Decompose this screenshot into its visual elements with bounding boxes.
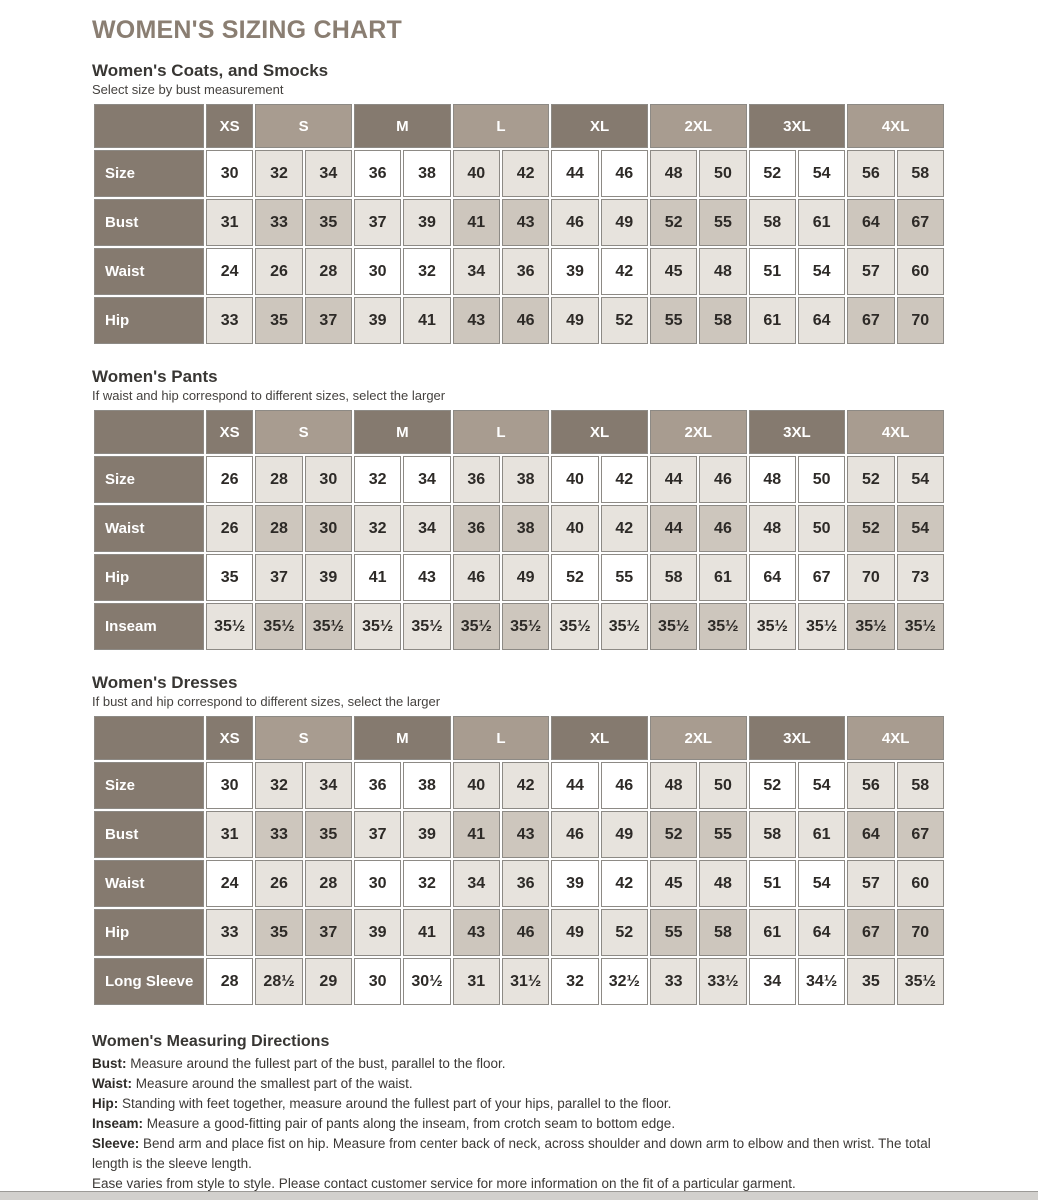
value-cell: 52 [847,505,894,552]
directions-list [92,1054,946,1194]
value-cell: 26 [206,505,253,552]
value-cell: 33 [650,958,697,1005]
value-cell: 35½ [897,603,944,650]
value-cell: 58 [897,762,944,809]
size-group-header-xl: XL [551,410,648,454]
value-cell: 34 [453,860,500,907]
row-label: Hip [94,554,204,601]
value-cell: 35½ [255,603,302,650]
value-cell: 46 [502,909,549,956]
value-cell: 44 [650,456,697,503]
row-label: Bust [94,199,204,246]
row-label: Inseam [94,603,204,650]
value-cell: 35 [255,909,302,956]
value-cell: 55 [699,199,746,246]
row-label: Bust [94,811,204,858]
row-label: Long Sleeve [94,958,204,1005]
value-cell: 50 [699,150,746,197]
table-row-size [94,762,944,809]
direction-term: Hip: [92,1096,122,1111]
value-cell: 35½ [502,603,549,650]
value-cell: 39 [403,811,450,858]
value-cell: 43 [502,811,549,858]
section-caption-coats-smocks: Select size by bust measurement [92,82,284,97]
value-cell: 67 [847,909,894,956]
value-cell: 36 [354,150,401,197]
corner-cell [94,716,204,760]
value-cell: 51 [749,248,796,295]
value-cell: 35½ [305,603,352,650]
table-section-pants [92,367,946,652]
value-cell: 55 [699,811,746,858]
value-cell: 26 [255,248,302,295]
value-cell: 42 [601,456,648,503]
size-group-header-l: L [453,410,550,454]
value-cell: 28 [305,248,352,295]
value-cell: 33½ [699,958,746,1005]
size-group-header-xs: XS [206,104,253,148]
value-cell: 58 [699,297,746,344]
value-cell: 57 [847,248,894,295]
value-cell: 39 [305,554,352,601]
sizing-table-dresses [92,714,946,1007]
value-cell: 35½ [699,603,746,650]
value-cell: 48 [749,505,796,552]
size-group-header-xs: XS [206,716,253,760]
value-cell: 35½ [354,603,401,650]
value-cell: 35½ [798,603,845,650]
value-cell: 26 [255,860,302,907]
table-row-waist [94,860,944,907]
sizing-table-pants [92,408,946,652]
value-cell: 43 [403,554,450,601]
value-cell: 31 [206,199,253,246]
sizing-table-coats-smocks [92,102,946,346]
value-cell: 64 [749,554,796,601]
value-cell: 31 [206,811,253,858]
value-cell: 42 [601,248,648,295]
value-cell: 36 [354,762,401,809]
table-row-inseam [94,603,944,650]
table-row-bust [94,199,944,246]
direction-text: Standing with feet together, measure around the fullest part of your hips, parallel to the floor. [122,1096,672,1111]
value-cell: 30 [206,150,253,197]
table-section-coats-smocks [92,61,946,346]
value-cell: 42 [601,505,648,552]
value-cell: 52 [650,199,697,246]
value-cell: 44 [650,505,697,552]
value-cell: 32 [354,505,401,552]
value-cell: 70 [897,909,944,956]
value-cell: 32½ [601,958,648,1005]
size-group-header-s: S [255,716,352,760]
size-group-header-s: S [255,410,352,454]
value-cell: 30½ [403,958,450,1005]
value-cell: 67 [798,554,845,601]
section-heading-pants: Women's Pants [92,367,218,386]
value-cell: 40 [551,505,598,552]
value-cell: 46 [699,456,746,503]
value-cell: 50 [699,762,746,809]
value-cell: 35 [206,554,253,601]
horizontal-scrollbar[interactable] [0,1191,1038,1200]
value-cell: 39 [354,909,401,956]
value-cell: 44 [551,150,598,197]
value-cell: 38 [502,456,549,503]
value-cell: 24 [206,248,253,295]
value-cell: 39 [354,297,401,344]
value-cell: 35 [847,958,894,1005]
value-cell: 35 [305,811,352,858]
value-cell: 55 [650,297,697,344]
value-cell: 50 [798,505,845,552]
value-cell: 48 [650,762,697,809]
table-row-hip [94,554,944,601]
value-cell: 36 [502,860,549,907]
value-cell: 31 [453,958,500,1005]
value-cell: 64 [798,297,845,344]
value-cell: 52 [749,762,796,809]
value-cell: 52 [847,456,894,503]
size-group-header-m: M [354,716,451,760]
value-cell: 52 [650,811,697,858]
section-heading-dresses: Women's Dresses [92,673,238,692]
size-group-header-xl: XL [551,716,648,760]
value-cell: 56 [847,762,894,809]
value-cell: 26 [206,456,253,503]
value-cell: 35½ [650,603,697,650]
table-row-long-sleeve [94,958,944,1005]
table-row-waist [94,505,944,552]
value-cell: 58 [650,554,697,601]
size-group-header-m: M [354,104,451,148]
corner-cell [94,410,204,454]
value-cell: 51 [749,860,796,907]
size-group-header-row [94,410,944,454]
direction-line-inseam [92,1114,946,1134]
value-cell: 35½ [897,958,944,1005]
value-cell: 49 [551,909,598,956]
value-cell: 58 [749,199,796,246]
size-group-header-m: M [354,410,451,454]
size-group-header-2xl: 2XL [650,104,747,148]
size-group-header-l: L [453,716,550,760]
size-group-header-l: L [453,104,550,148]
value-cell: 64 [847,811,894,858]
direction-text: Bend arm and place fist on hip. Measure from center back of neck, across shoulder and down arm to elbow and then wrist. The total length is the sleeve length. [92,1136,931,1171]
value-cell: 40 [453,150,500,197]
value-cell: 54 [798,860,845,907]
value-cell: 43 [453,297,500,344]
value-cell: 58 [699,909,746,956]
value-cell: 43 [453,909,500,956]
value-cell: 40 [551,456,598,503]
value-cell: 46 [601,150,648,197]
size-group-header-4xl: 4XL [847,716,944,760]
value-cell: 54 [798,150,845,197]
value-cell: 32 [551,958,598,1005]
value-cell: 37 [255,554,302,601]
value-cell: 35 [255,297,302,344]
row-label: Size [94,762,204,809]
value-cell: 54 [798,762,845,809]
value-cell: 49 [502,554,549,601]
size-group-header-xs: XS [206,410,253,454]
row-label: Waist [94,248,204,295]
value-cell: 28 [255,505,302,552]
size-group-header-3xl: 3XL [749,104,846,148]
row-label: Hip [94,297,204,344]
value-cell: 60 [897,860,944,907]
direction-text: Measure a good-fitting pair of pants along the inseam, from crotch seam to bottom edge. [146,1116,676,1131]
value-cell: 29 [305,958,352,1005]
value-cell: 41 [453,199,500,246]
value-cell: 43 [502,199,549,246]
row-label: Hip [94,909,204,956]
value-cell: 34 [403,505,450,552]
row-label: Size [94,456,204,503]
size-group-header-s: S [255,104,352,148]
value-cell: 57 [847,860,894,907]
value-cell: 36 [502,248,549,295]
table-row-bust [94,811,944,858]
value-cell: 61 [699,554,746,601]
table-row-hip [94,909,944,956]
value-cell: 35½ [403,603,450,650]
value-cell: 30 [206,762,253,809]
value-cell: 46 [551,199,598,246]
value-cell: 34 [453,248,500,295]
value-cell: 48 [749,456,796,503]
value-cell: 56 [847,150,894,197]
value-cell: 34 [403,456,450,503]
value-cell: 46 [453,554,500,601]
table-row-size [94,456,944,503]
value-cell: 54 [798,248,845,295]
row-label: Size [94,150,204,197]
value-cell: 55 [650,909,697,956]
value-cell: 24 [206,860,253,907]
value-cell: 70 [897,297,944,344]
size-group-header-xl: XL [551,104,648,148]
section-caption-pants: If waist and hip correspond to different sizes, select the larger [92,388,446,403]
value-cell: 41 [354,554,401,601]
value-cell: 32 [255,762,302,809]
page-title: WOMEN'S SIZING CHART [92,16,402,44]
value-cell: 28½ [255,958,302,1005]
value-cell: 38 [502,505,549,552]
size-group-header-3xl: 3XL [749,716,846,760]
value-cell: 35½ [206,603,253,650]
value-cell: 61 [749,297,796,344]
size-group-header-3xl: 3XL [749,410,846,454]
value-cell: 35½ [453,603,500,650]
value-cell: 42 [502,150,549,197]
direction-line-sleeve [92,1134,946,1174]
value-cell: 46 [551,811,598,858]
value-cell: 34 [749,958,796,1005]
size-group-header-2xl: 2XL [650,410,747,454]
value-cell: 38 [403,762,450,809]
direction-text: Measure around the fullest part of the bust, parallel to the floor. [130,1056,506,1071]
value-cell: 50 [798,456,845,503]
table-row-size [94,150,944,197]
value-cell: 30 [305,505,352,552]
size-group-header-row [94,716,944,760]
directions-footnote: Ease varies from style to style. Please contact customer service for more information on the fit of a particular garment. [92,1176,796,1191]
value-cell: 32 [403,248,450,295]
value-cell: 30 [354,248,401,295]
value-cell: 67 [897,811,944,858]
value-cell: 45 [650,248,697,295]
value-cell: 33 [206,297,253,344]
value-cell: 32 [255,150,302,197]
value-cell: 41 [453,811,500,858]
value-cell: 48 [650,150,697,197]
value-cell: 38 [403,150,450,197]
value-cell: 52 [601,909,648,956]
direction-term: Bust: [92,1056,131,1071]
value-cell: 48 [699,860,746,907]
size-group-header-row [94,104,944,148]
measuring-directions-section [92,1033,946,1194]
value-cell: 33 [206,909,253,956]
value-cell: 35½ [847,603,894,650]
directions-heading: Women's Measuring Directions [92,1033,330,1050]
value-cell: 41 [403,909,450,956]
value-cell: 52 [601,297,648,344]
section-heading-coats-smocks: Women's Coats, and Smocks [92,61,329,80]
value-cell: 49 [601,811,648,858]
value-cell: 35½ [551,603,598,650]
value-cell: 32 [354,456,401,503]
table-row-waist [94,248,944,295]
value-cell: 64 [847,199,894,246]
value-cell: 64 [798,909,845,956]
direction-line-bust [92,1054,946,1074]
value-cell: 36 [453,456,500,503]
value-cell: 61 [749,909,796,956]
value-cell: 54 [897,456,944,503]
value-cell: 32 [403,860,450,907]
size-group-header-4xl: 4XL [847,104,944,148]
value-cell: 49 [601,199,648,246]
value-cell: 40 [453,762,500,809]
value-cell: 67 [847,297,894,344]
value-cell: 34½ [798,958,845,1005]
value-cell: 70 [847,554,894,601]
size-group-header-4xl: 4XL [847,410,944,454]
sizing-tables-container [92,61,946,1007]
value-cell: 58 [749,811,796,858]
value-cell: 73 [897,554,944,601]
value-cell: 28 [206,958,253,1005]
value-cell: 42 [502,762,549,809]
value-cell: 44 [551,762,598,809]
value-cell: 37 [354,199,401,246]
value-cell: 39 [403,199,450,246]
value-cell: 45 [650,860,697,907]
value-cell: 34 [305,762,352,809]
value-cell: 46 [601,762,648,809]
value-cell: 33 [255,199,302,246]
value-cell: 37 [354,811,401,858]
direction-line-waist [92,1074,946,1094]
table-row-hip [94,297,944,344]
value-cell: 41 [403,297,450,344]
value-cell: 58 [897,150,944,197]
value-cell: 49 [551,297,598,344]
value-cell: 61 [798,811,845,858]
value-cell: 37 [305,297,352,344]
direction-term: Sleeve: [92,1136,144,1151]
value-cell: 39 [551,248,598,295]
value-cell: 46 [502,297,549,344]
direction-term: Inseam: [92,1116,147,1131]
value-cell: 35½ [749,603,796,650]
value-cell: 28 [305,860,352,907]
value-cell: 30 [354,958,401,1005]
value-cell: 36 [453,505,500,552]
value-cell: 37 [305,909,352,956]
value-cell: 60 [897,248,944,295]
value-cell: 35 [305,199,352,246]
value-cell: 30 [354,860,401,907]
size-group-header-2xl: 2XL [650,716,747,760]
value-cell: 61 [798,199,845,246]
direction-term: Waist: [92,1076,136,1091]
value-cell: 33 [255,811,302,858]
value-cell: 31½ [502,958,549,1005]
value-cell: 52 [551,554,598,601]
value-cell: 54 [897,505,944,552]
value-cell: 48 [699,248,746,295]
value-cell: 46 [699,505,746,552]
value-cell: 35½ [601,603,648,650]
value-cell: 28 [255,456,302,503]
value-cell: 67 [897,199,944,246]
value-cell: 42 [601,860,648,907]
section-caption-dresses: If bust and hip correspond to different sizes, select the larger [92,694,441,709]
value-cell: 34 [305,150,352,197]
value-cell: 55 [601,554,648,601]
table-section-dresses [92,673,946,1007]
row-label: Waist [94,505,204,552]
value-cell: 39 [551,860,598,907]
value-cell: 30 [305,456,352,503]
direction-line-hip [92,1094,946,1114]
row-label: Waist [94,860,204,907]
corner-cell [94,104,204,148]
value-cell: 52 [749,150,796,197]
direction-text: Measure around the smallest part of the waist. [135,1076,413,1091]
